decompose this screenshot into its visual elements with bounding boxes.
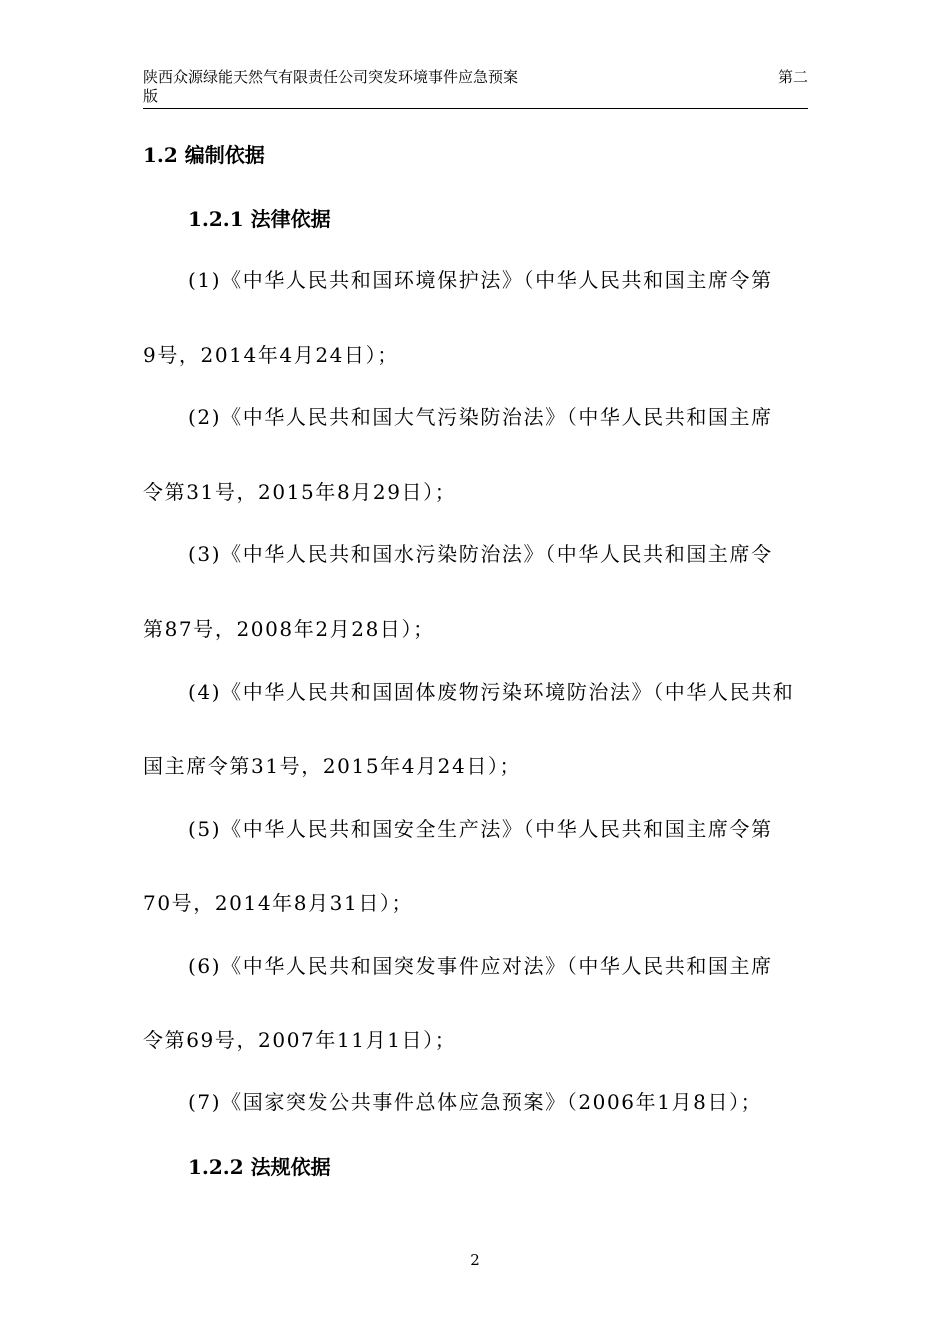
- law-item-2-line2: 令第31号，2015年8月29日）；: [143, 480, 457, 504]
- page-number: 2: [470, 1251, 480, 1269]
- law-item-3-line2: 第87号，2008年2月28日）；: [143, 617, 435, 641]
- header-title-line1: 陕西众源绿能天然气有限责任公司突发环境事件应急预案: [143, 68, 519, 86]
- header-edition: 第二: [777, 68, 808, 86]
- law-item-4-line1: (4)《中华人民共和国固体废物污染环境防治法》（中华人民共和: [188, 680, 795, 704]
- law-item-1-line1: (1)《中华人民共和国环境保护法》（中华人民共和国主席令第: [188, 268, 773, 292]
- law-item-6-line1: (6)《中华人民共和国突发事件应对法》（中华人民共和国主席: [188, 954, 773, 978]
- law-item-3-line1: (3)《中华人民共和国水污染防治法》（中华人民共和国主席令: [188, 542, 773, 566]
- law-item-4-line2: 国主席令第31号，2015年4月24日）；: [143, 754, 522, 778]
- law-item-1-line2: 9号，2014年4月24日）；: [143, 343, 399, 367]
- law-item-5-line2: 70号，2014年8月31日）；: [143, 891, 414, 915]
- header-document-title: [143, 68, 583, 106]
- law-item-6-line2: 令第69号，2007年11月1日）；: [143, 1028, 457, 1052]
- subsection-heading-regulations: 1.2.2 法规依据: [188, 1155, 331, 1179]
- header-title-line2: 版: [143, 87, 159, 105]
- subsection-heading-laws: 1.2.1 法律依据: [188, 207, 331, 231]
- page-header: [143, 68, 808, 109]
- law-item-2-line1: (2)《中华人民共和国大气污染防治法》（中华人民共和国主席: [188, 405, 773, 429]
- section-heading: 1.2 编制依据: [143, 143, 265, 167]
- law-item-7-line1: (7)《国家突发公共事件总体应急预案》（2006年1月8日）；: [188, 1090, 763, 1114]
- law-item-5-line1: (5)《中华人民共和国安全生产法》（中华人民共和国主席令第: [188, 817, 773, 841]
